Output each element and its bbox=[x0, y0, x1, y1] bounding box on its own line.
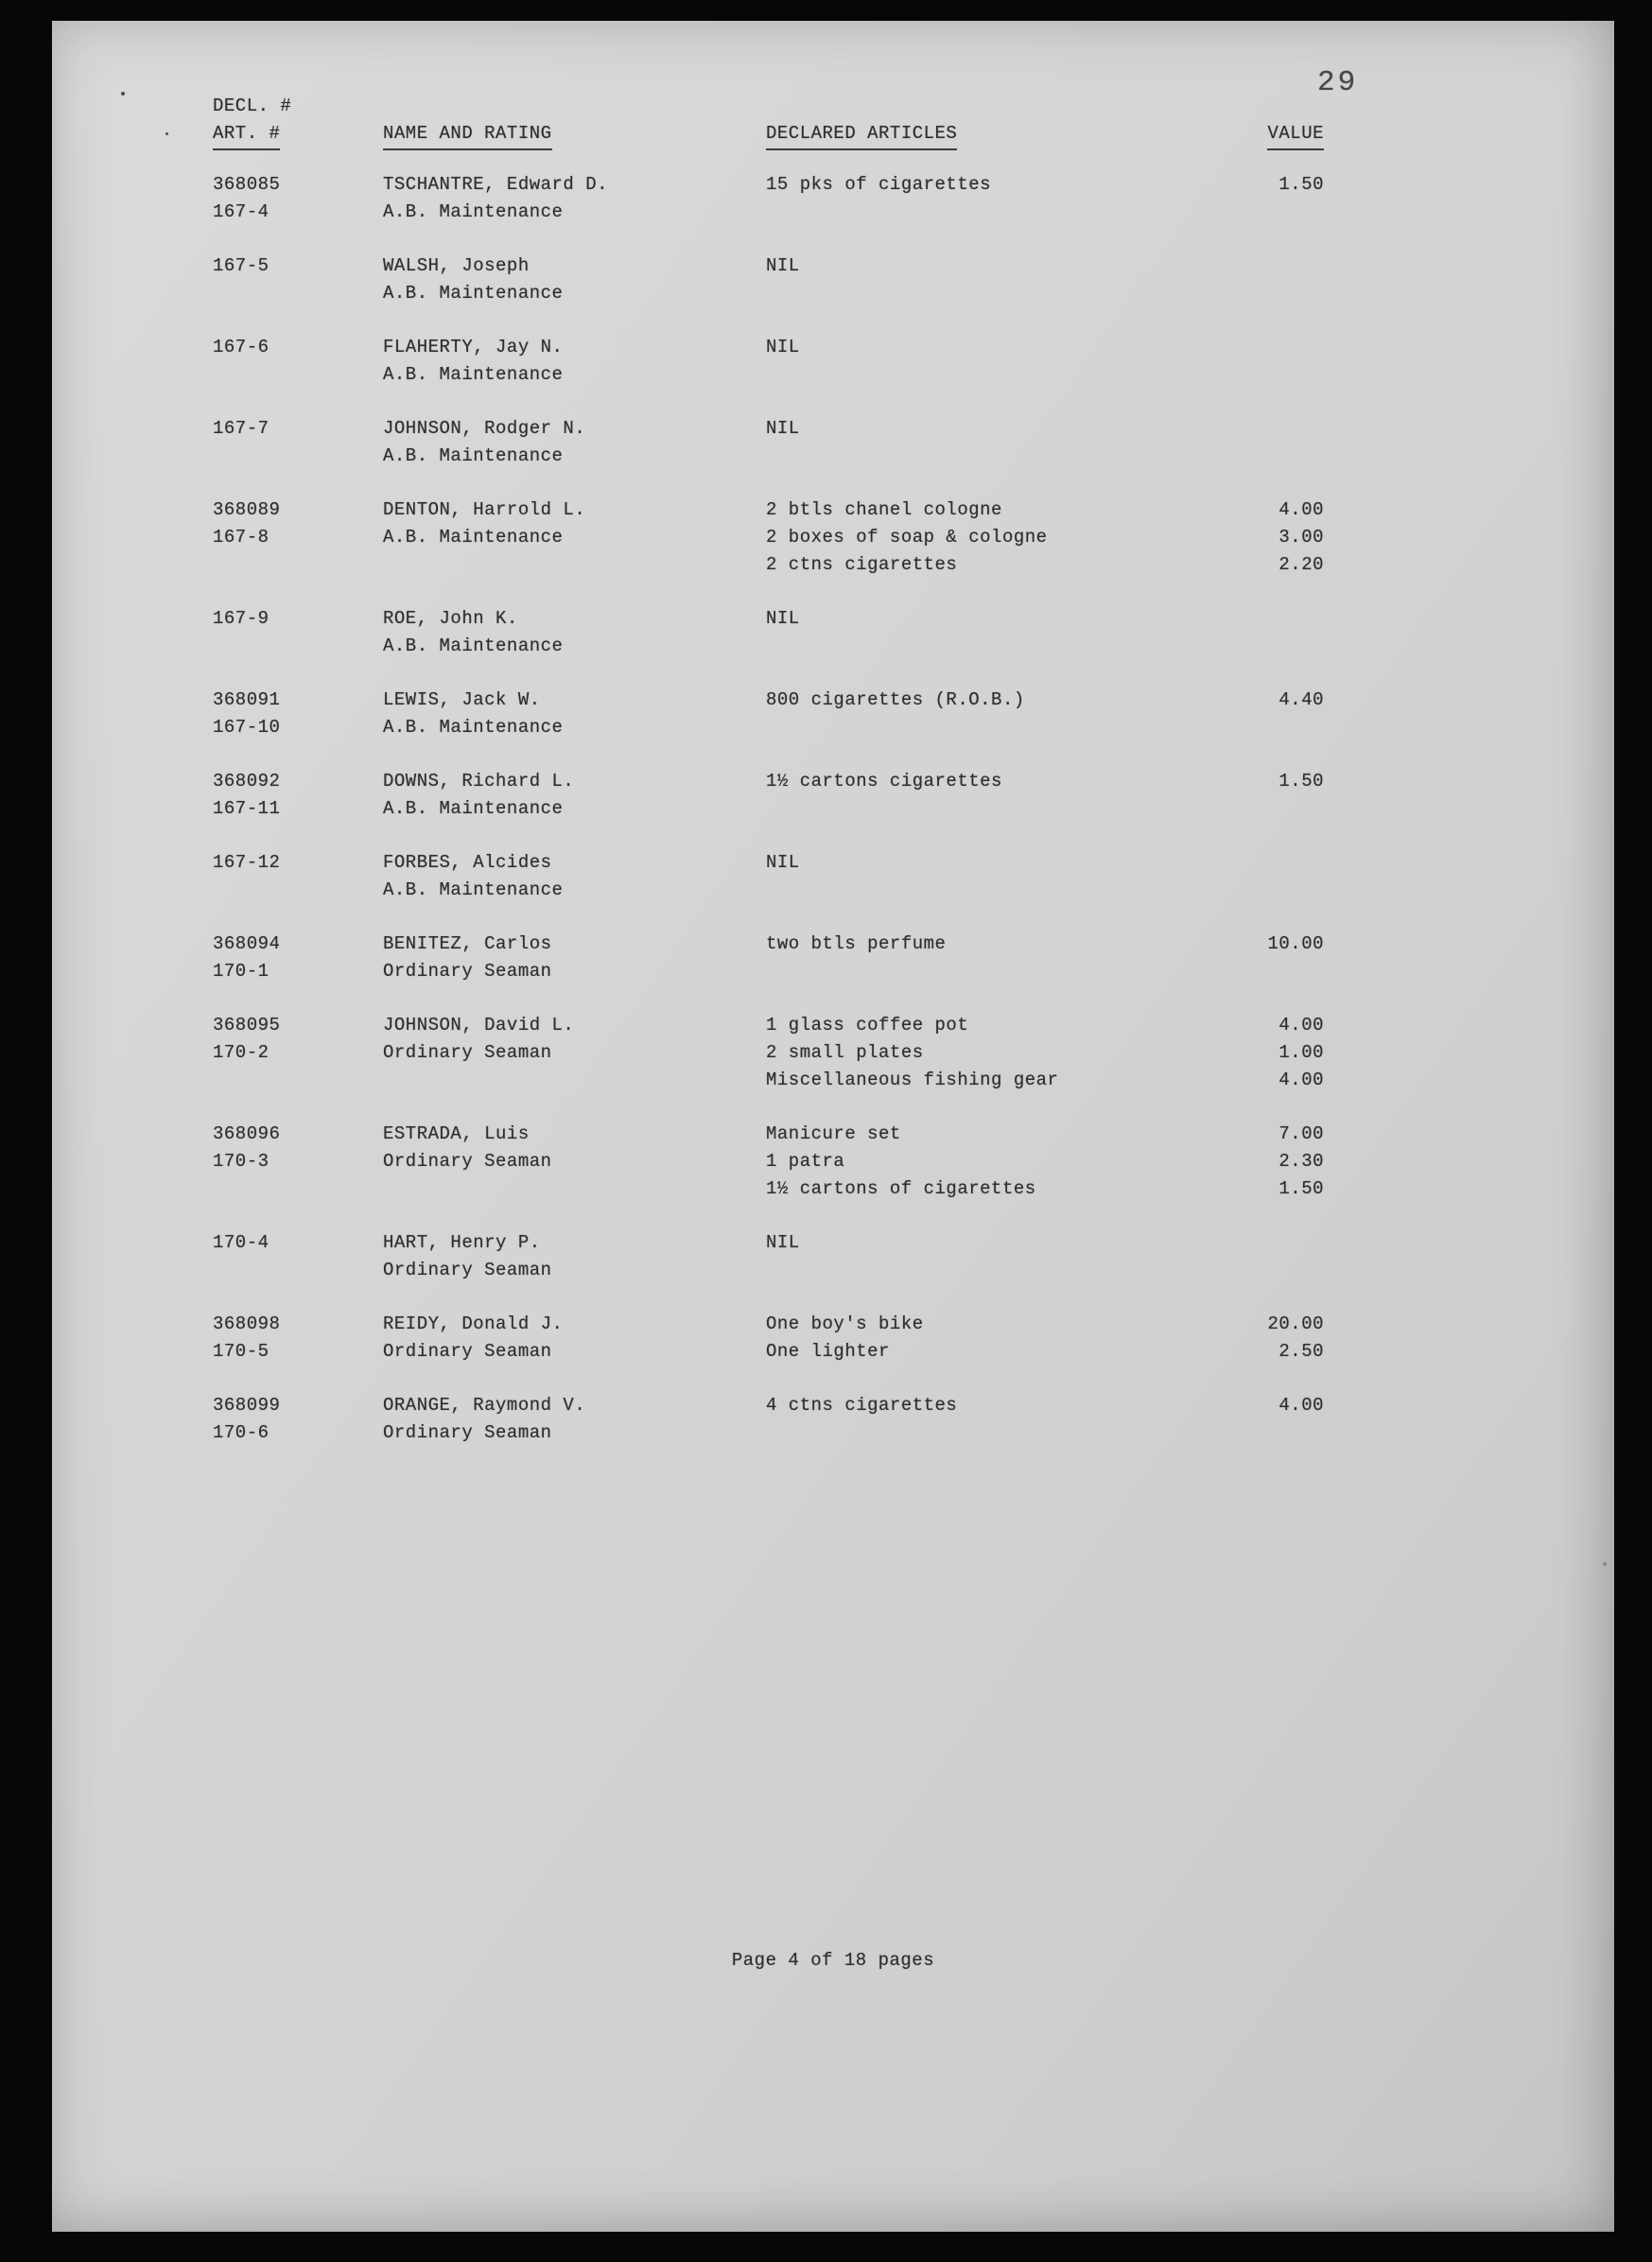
article-value: 1.50 bbox=[1278, 1178, 1324, 1199]
crew-name: DENTON, Harrold L. bbox=[383, 499, 586, 520]
article-value: 1.50 bbox=[1278, 771, 1324, 792]
crew-rating: A.B. Maintenance bbox=[383, 445, 564, 466]
table-row bbox=[213, 1392, 1376, 1447]
article-value: 1.50 bbox=[1278, 174, 1324, 195]
declared-article: NIL bbox=[766, 418, 800, 439]
header-declared-articles: DECLARED ARTICLES bbox=[766, 120, 957, 150]
declared-article: 1½ cartons of cigarettes bbox=[766, 1178, 1036, 1199]
crew-rating: A.B. Maintenance bbox=[383, 879, 564, 900]
header-decl-number: DECL. # bbox=[213, 96, 292, 116]
table-row bbox=[213, 1229, 1376, 1284]
declared-article: One lighter bbox=[766, 1341, 890, 1362]
decl-number: 368096 bbox=[213, 1123, 281, 1144]
crew-name: ROE, John K. bbox=[383, 608, 518, 629]
crew-rating: A.B. Maintenance bbox=[383, 364, 564, 385]
decl-number: 368089 bbox=[213, 499, 281, 520]
crew-rating: A.B. Maintenance bbox=[383, 527, 564, 548]
crew-name: ORANGE, Raymond V. bbox=[383, 1395, 586, 1416]
art-number: 167-9 bbox=[213, 608, 270, 629]
scan-speck bbox=[1603, 1562, 1607, 1566]
art-number: 167-4 bbox=[213, 201, 270, 222]
crew-name: WALSH, Joseph bbox=[383, 255, 530, 276]
crew-rating: A.B. Maintenance bbox=[383, 798, 564, 819]
article-value: 1.00 bbox=[1278, 1042, 1324, 1063]
article-value: 4.40 bbox=[1278, 689, 1324, 710]
table-row bbox=[213, 415, 1376, 470]
header-name-rating: NAME AND RATING bbox=[383, 120, 552, 150]
crew-rating: Ordinary Seaman bbox=[383, 1260, 552, 1280]
declared-article: 15 pks of cigarettes bbox=[766, 174, 992, 195]
scan-speck bbox=[165, 132, 168, 135]
table-row bbox=[213, 687, 1376, 741]
declared-article: 4 ctns cigarettes bbox=[766, 1395, 958, 1416]
declared-article: Miscellaneous fishing gear bbox=[766, 1070, 1059, 1090]
decl-number: 368085 bbox=[213, 174, 281, 195]
crew-name: ESTRADA, Luis bbox=[383, 1123, 530, 1144]
article-value: 4.00 bbox=[1278, 1070, 1324, 1090]
art-number: 167-10 bbox=[213, 717, 281, 738]
declaration-table bbox=[213, 93, 1376, 1473]
table-header-row bbox=[213, 93, 1376, 150]
article-value: 3.00 bbox=[1278, 527, 1324, 548]
scan-speck bbox=[121, 92, 125, 96]
article-value: 2.20 bbox=[1278, 554, 1324, 575]
crew-name: BENITEZ, Carlos bbox=[383, 933, 552, 954]
table-row bbox=[213, 496, 1376, 579]
art-number: 170-5 bbox=[213, 1341, 270, 1362]
crew-rating: Ordinary Seaman bbox=[383, 1422, 552, 1443]
article-value: 10.00 bbox=[1267, 933, 1324, 954]
decl-number: 368099 bbox=[213, 1395, 281, 1416]
page-footer: Page 4 of 18 pages bbox=[731, 1950, 935, 1971]
declared-article: NIL bbox=[766, 852, 800, 873]
art-number: 167-7 bbox=[213, 418, 270, 439]
crew-name: LEWIS, Jack W. bbox=[383, 689, 541, 710]
article-value: 20.00 bbox=[1267, 1314, 1324, 1334]
crew-name: FLAHERTY, Jay N. bbox=[383, 337, 564, 357]
crew-rating: Ordinary Seaman bbox=[383, 1042, 552, 1063]
declared-article: 1½ cartons cigarettes bbox=[766, 771, 1002, 792]
declared-article: NIL bbox=[766, 608, 800, 629]
decl-number: 368098 bbox=[213, 1314, 281, 1334]
decl-number: 368094 bbox=[213, 933, 281, 954]
art-number: 170-2 bbox=[213, 1042, 270, 1063]
declared-article: two btls perfume bbox=[766, 933, 947, 954]
table-row bbox=[213, 1121, 1376, 1203]
declared-article: 800 cigarettes (R.O.B.) bbox=[766, 689, 1025, 710]
decl-number: 368095 bbox=[213, 1015, 281, 1035]
decl-number: 368092 bbox=[213, 771, 281, 792]
art-number: 167-6 bbox=[213, 337, 270, 357]
declared-article: 1 glass coffee pot bbox=[766, 1015, 969, 1035]
crew-name: JOHNSON, Rodger N. bbox=[383, 418, 586, 439]
article-value: 7.00 bbox=[1278, 1123, 1324, 1144]
table-row bbox=[213, 605, 1376, 660]
art-number: 170-1 bbox=[213, 961, 270, 982]
crew-rating: A.B. Maintenance bbox=[383, 283, 564, 304]
declared-article: 2 small plates bbox=[766, 1042, 924, 1063]
table-row bbox=[213, 1012, 1376, 1094]
article-value: 4.00 bbox=[1278, 1015, 1324, 1035]
crew-name: TSCHANTRE, Edward D. bbox=[383, 174, 609, 195]
declared-article: 2 btls chanel cologne bbox=[766, 499, 1002, 520]
declared-article: NIL bbox=[766, 337, 800, 357]
table-row bbox=[213, 768, 1376, 823]
article-value: 4.00 bbox=[1278, 499, 1324, 520]
crew-name: JOHNSON, David L. bbox=[383, 1015, 575, 1035]
art-number: 167-11 bbox=[213, 798, 281, 819]
document-page bbox=[52, 21, 1614, 2232]
table-row bbox=[213, 1311, 1376, 1366]
table-row bbox=[213, 171, 1376, 226]
declared-article: 1 patra bbox=[766, 1151, 845, 1172]
art-number: 167-8 bbox=[213, 527, 270, 548]
crew-name: DOWNS, Richard L. bbox=[383, 771, 575, 792]
art-number: 167-5 bbox=[213, 255, 270, 276]
table-row bbox=[213, 849, 1376, 904]
crew-rating: Ordinary Seaman bbox=[383, 1341, 552, 1362]
article-value: 4.00 bbox=[1278, 1395, 1324, 1416]
article-value: 2.30 bbox=[1278, 1151, 1324, 1172]
art-number: 170-4 bbox=[213, 1232, 270, 1253]
crew-name: HART, Henry P. bbox=[383, 1232, 541, 1253]
art-number: 170-6 bbox=[213, 1422, 270, 1443]
table-row bbox=[213, 252, 1376, 307]
article-value: 2.50 bbox=[1278, 1341, 1324, 1362]
decl-number: 368091 bbox=[213, 689, 281, 710]
crew-rating: A.B. Maintenance bbox=[383, 635, 564, 656]
crew-name: FORBES, Alcides bbox=[383, 852, 552, 873]
table-row bbox=[213, 334, 1376, 389]
crew-rating: A.B. Maintenance bbox=[383, 717, 564, 738]
art-number: 170-3 bbox=[213, 1151, 270, 1172]
crew-rating: A.B. Maintenance bbox=[383, 201, 564, 222]
declared-article: Manicure set bbox=[766, 1123, 901, 1144]
declared-article: 2 boxes of soap & cologne bbox=[766, 527, 1048, 548]
art-number: 167-12 bbox=[213, 852, 281, 873]
crew-rating: Ordinary Seaman bbox=[383, 1151, 552, 1172]
declared-article: One boy's bike bbox=[766, 1314, 924, 1334]
declared-article: NIL bbox=[766, 255, 800, 276]
header-value: VALUE bbox=[1267, 120, 1324, 150]
crew-name: REIDY, Donald J. bbox=[383, 1314, 564, 1334]
declared-article: NIL bbox=[766, 1232, 800, 1253]
header-art-number: ART. # bbox=[213, 120, 280, 150]
table-row bbox=[213, 931, 1376, 985]
crew-rating: Ordinary Seaman bbox=[383, 961, 552, 982]
corner-page-number: 29 bbox=[1317, 66, 1359, 99]
declared-article: 2 ctns cigarettes bbox=[766, 554, 958, 575]
